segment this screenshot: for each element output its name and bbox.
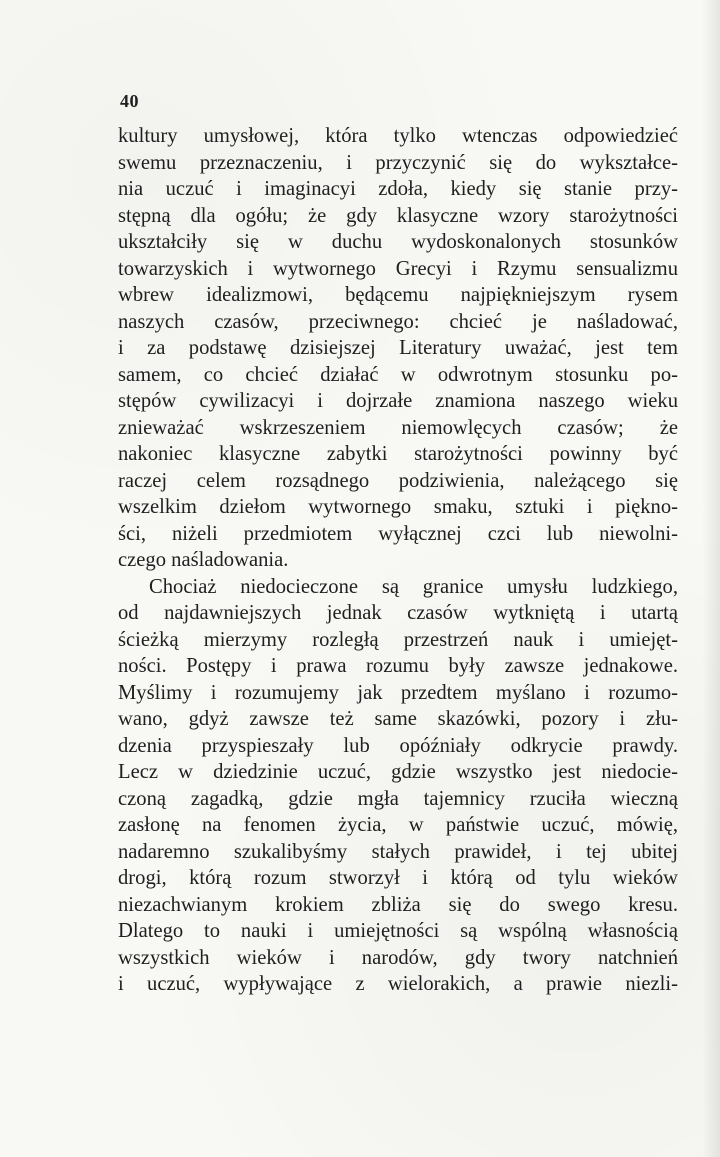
text-line: czoną zagadką, gdzie mgła tajemnicy rzuciła wieczną — [118, 787, 678, 810]
text-line: niezachwianym krokiem zbliża się do swego kresu. — [118, 893, 678, 916]
text-line: Lecz w dziedzinie uczuć, gdzie wszystko jest niedocie- — [118, 761, 678, 783]
text-line: wano, gdyż zawsze też same skazówki, pozory i złu- — [118, 708, 678, 730]
text-line: dzenia przyspieszały lub opóźniały odkrycie prawdy. — [118, 734, 678, 757]
paragraph-end-line: czego naśladowania. — [118, 549, 289, 571]
text-line: raczej celem rozsądnego podziwienia, należącego się — [118, 469, 678, 492]
text-line: ści, niżeli przedmiotem wyłącznej czci lub niewolni- — [118, 522, 678, 545]
page-number: 40 — [120, 91, 139, 111]
text-line: i uczuć, wypływające z wielorakich, a prawie niezli- — [118, 973, 678, 995]
text-line: wszystkich wieków i narodów, gdy twory natchnień — [118, 946, 678, 969]
text-line: stępną dla ogółu; że gdy klasyczne wzory starożytności — [118, 204, 678, 227]
paragraph-start-line: Chociaż niedocieczone są granice umysłu ludzkiego, — [149, 575, 678, 598]
text-line: od najdawniejszych jednak czasów wytkniętą i utartą — [118, 602, 678, 624]
text-line: Myślimy i rozumujemy jak przedtem myślano i rozumo- — [118, 681, 678, 704]
text-line: kultury umysłowej, która tylko wtenczas odpowiedzieć — [118, 125, 678, 147]
text-line: znieważać wskrzeszeniem niemowlęcych czasów; że — [118, 416, 678, 439]
text-line: towarzyskich i wytwornego Grecyi i Rzymu sensualizmu — [118, 257, 678, 280]
text-line: wbrew idealizmowi, będącemu najpiękniejszym rysem — [118, 284, 678, 306]
text-line: naszych czasów, przeciwnego: chcieć je naśladować, — [118, 310, 678, 333]
text-line: i za podstawę dzisiejszej Literatury uważać, jest tem — [118, 337, 678, 359]
body-text — [118, 123, 678, 998]
text-line: nadaremno szukalibyśmy stałych prawideł, i tej ubitej — [118, 840, 678, 863]
text-line: nakoniec klasyczne zabytki starożytności powinny być — [118, 443, 678, 465]
text-line: drogi, którą rozum stworzył i którą od tylu wieków — [118, 867, 678, 889]
text-line: ukształciły się w duchu wydoskonalonych stosunków — [118, 231, 678, 253]
text-line: Dlatego to nauki i umiejętności są wspólną własnością — [118, 920, 678, 942]
text-line: samem, co chcieć działać w odwrotnym stosunku po- — [118, 363, 678, 386]
text-line: ścieżką mierzymy rozległą przestrzeń nauk i umiejęt- — [118, 628, 678, 651]
page-edge-shadow — [702, 0, 720, 1157]
text-line: wszelkim dziełom wytwornego smaku, sztuki i piękno- — [118, 496, 678, 518]
text-line: swemu przeznaczeniu, i przyczynić się do wykształce- — [118, 151, 678, 174]
text-line: zasłonę na fenomen życia, w państwie uczuć, mówię, — [118, 814, 678, 836]
text-line: stępów cywilizacyi i dojrzałe znamiona naszego wieku — [118, 390, 678, 412]
text-line: ności. Postępy i prawa rozumu były zawsze jednakowe. — [118, 655, 678, 677]
text-line: nia uczuć i imaginacyi zdoła, kiedy się stanie przy- — [118, 178, 678, 200]
